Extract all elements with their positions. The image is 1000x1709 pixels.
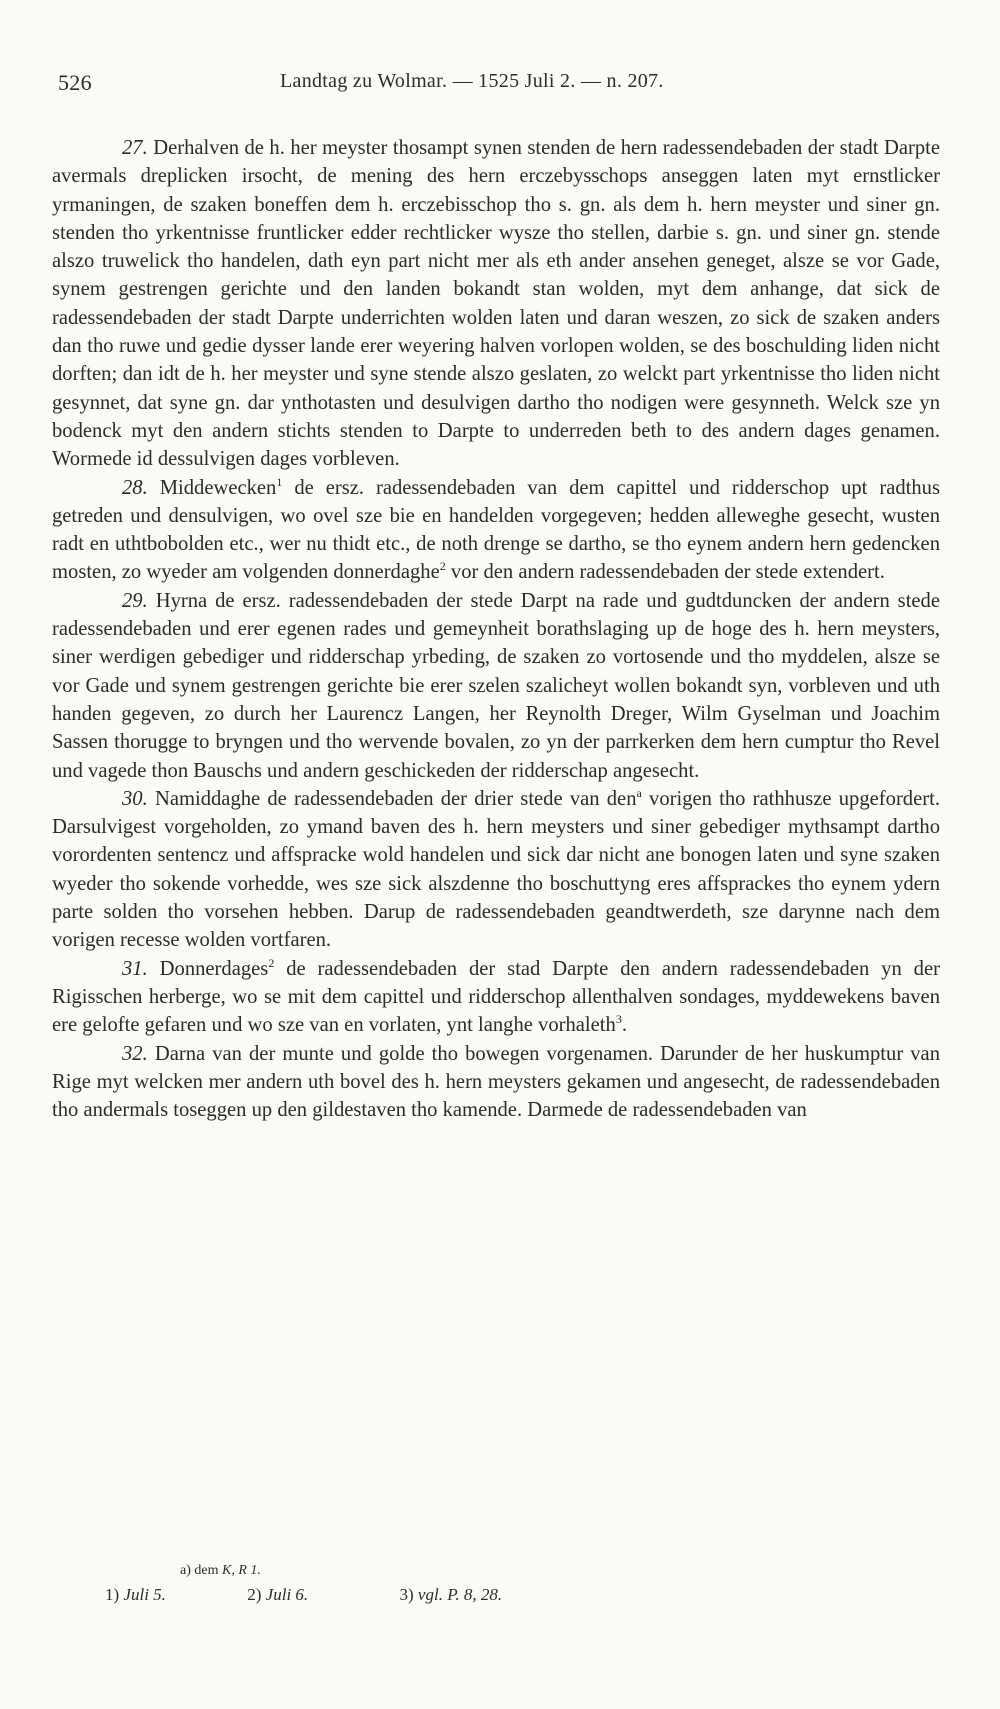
paragraph-text: Namiddaghe de radessendebaden der drier stede van den (154, 787, 637, 810)
footnotes (105, 1585, 502, 1605)
paragraph-number: 31. (122, 957, 148, 980)
footnote-text: dem (194, 1563, 219, 1578)
footnote-mark: a) (180, 1563, 191, 1578)
footnote-3 (400, 1585, 503, 1605)
footnote-sigla: K, R 1. (222, 1563, 261, 1578)
footnote-mark: 1) (105, 1585, 120, 1604)
paragraph-text: Hyrna de ersz. radessendebaden der stede Darpt na rade und gudtduncken der andern stede radessendebaden und erer egenen rades und gemeynheit borathslaging up de hoge des h. hern meysters, siner werdigen gebediger und ridderschap yrbeding, de szaken zo vortosende und tho myddelen, alsze se vor Gade und synem gestrengen gerichte bie erer szelen szalicheyt wollen bokandt syn, vorbleven und uth handen gegeven, zo durch her Laurencz Langen, her Reynolth Dreger, Wilm Gyselman und Joachim Sassen thorugge to bryngen und tho wervende bovalen, zo yn der parrkerken dem hern cumptur tho Revel und vagede thon Bauschs und andern geschickeden der ridderschap angesecht. (52, 589, 940, 782)
footnote-ref: 2 (439, 559, 446, 574)
footnote-text: Juli 5. (123, 1585, 166, 1604)
paragraph-32 (52, 1040, 940, 1125)
paragraph-number: 27. (122, 137, 148, 159)
paragraph-text: Derhalven de h. her meyster thosampt synen stenden de hern radessendebaden der stadt Darpte avermals dreplicken irsocht, de mening des hern erczebysschops anseggen laten myt ernstlicker yrmaningen, de szaken boneffen dem h. erczebisschop tho s. gn. als dem h. hern meyster und siner gn. stenden tho yrkentnisse fruntlicker edder rechtlicker wysze tho stellen, darbie s. gn. und siner gn. stende alszo truwelick tho handelen, dath eyn part nicht mer als eth ander ansehen geneget, alsze se vor Gade, synem gestrengen gerichte und den landen bokandt stan wolden, myt dem anhange, dat sick de radessendebaden der stadt Darpte underrichten wolden laten und daran weszen, zo sick de szaken anders dan tho ruwe und gedie dysser lande erer weyering halven vorlopen wolden, se des boschulding liden nicht dorften; dan idt de h. her meyster und syne stende alszo geslaten, zo welckt part yrkentnisse tho liden nicht gesynnet, dat syne gn. dar ynthotasten und desulvigen dartho tho nodigen were gesynneth. Welck sze yn bodenck myt den andern stichts stenden to Darpte to underreden beth to des andern dages genamen. Wormede id dessulvigen dages vorbleven. (52, 137, 940, 471)
footnote-2 (247, 1585, 395, 1605)
paragraph-text: de ersz. radessendebaden van dem capittel und ridderschop upt radthus getreden und densulvigen, wo ovel sze bie en handelden vorgegeven; hedden alleweghe gesecht, wusten radt en uthtbobolden etc., wer nu thidt etc., de noth drenge se dartho, se tho eynem andern hern gedencken mosten, zo wyeder am volgenden donnerdaghe (52, 476, 940, 584)
paragraph-text: Middewecken (159, 476, 277, 499)
page-number: 526 (58, 70, 92, 95)
footnote-text: vgl. P. 8, 28. (417, 1585, 503, 1604)
footnote-text: Juli 6. (265, 1585, 309, 1604)
footnote-1 (105, 1585, 243, 1605)
variant-footnote (180, 1563, 261, 1579)
paragraph-text: vorigen tho rathhusze upgefordert. Darsulvigest vorgeholden, zo ymand baven des h. hern meysters und siner gebediger mythsampt dartho vorordenten sentencz und affspracke wold handelen und sick dar nicht ane bonogen laten und syne szaken wyeder tho sokende vorhedde, wes sze sick alszdenne tho boschuttyng eres affsprackes tho eynem ydern parte solden tho vorsehen hebben. Darup de radessendebaden geandtwerdeth, sze darynne nach dem vorigen recesse wolden vortfaren. (52, 787, 940, 952)
paragraph-number: 28. (122, 476, 148, 499)
footnote-mark: 3) (399, 1585, 414, 1604)
paragraph-30 (52, 785, 940, 955)
paragraph-27 (52, 134, 940, 474)
paragraph-text: Darna van der munte und golde tho bowegen vorgenamen. Darunder de her huskumptur van Rige myt welcken mer andern uth bovel des h. hern meysters gekamen und angesecht, de radessendebaden tho andermals toseggen up den gildestaven tho kamende. Darmede de radessendebaden van (52, 1042, 940, 1122)
running-title: Landtag zu Wolmar. — 1525 Juli 2. — n. 207. (280, 70, 664, 92)
paragraph-29 (52, 587, 940, 785)
footnote-ref: a (636, 785, 642, 800)
paragraph-text: de radessendebaden der stad Darpte den andern radessendebaden yn der Rigisschen herberge, wo se mit dem capittel und ridderschop allenthalven sondages, myddewekens baven ere gelofte gefaren und wo sze van en vorlaten, ynt langhe vorhaleth (52, 957, 940, 1037)
paragraph-text: Donnerdages (159, 957, 269, 980)
document-body (52, 134, 940, 1124)
footnote-ref: 3 (615, 1012, 622, 1027)
paragraph-28 (52, 474, 940, 587)
paragraph-text: . (621, 1014, 627, 1037)
footnote-ref: 2 (268, 955, 275, 970)
paragraph-number: 32. (122, 1042, 148, 1065)
paragraph-number: 30. (122, 787, 148, 810)
footnote-ref: 1 (276, 474, 283, 489)
paragraph-text: vor den andern radessendebaden der stede extendert. (450, 561, 885, 584)
footnote-mark: 2) (247, 1585, 262, 1604)
paragraph-number: 29. (122, 589, 148, 612)
paragraph-31 (52, 955, 940, 1040)
